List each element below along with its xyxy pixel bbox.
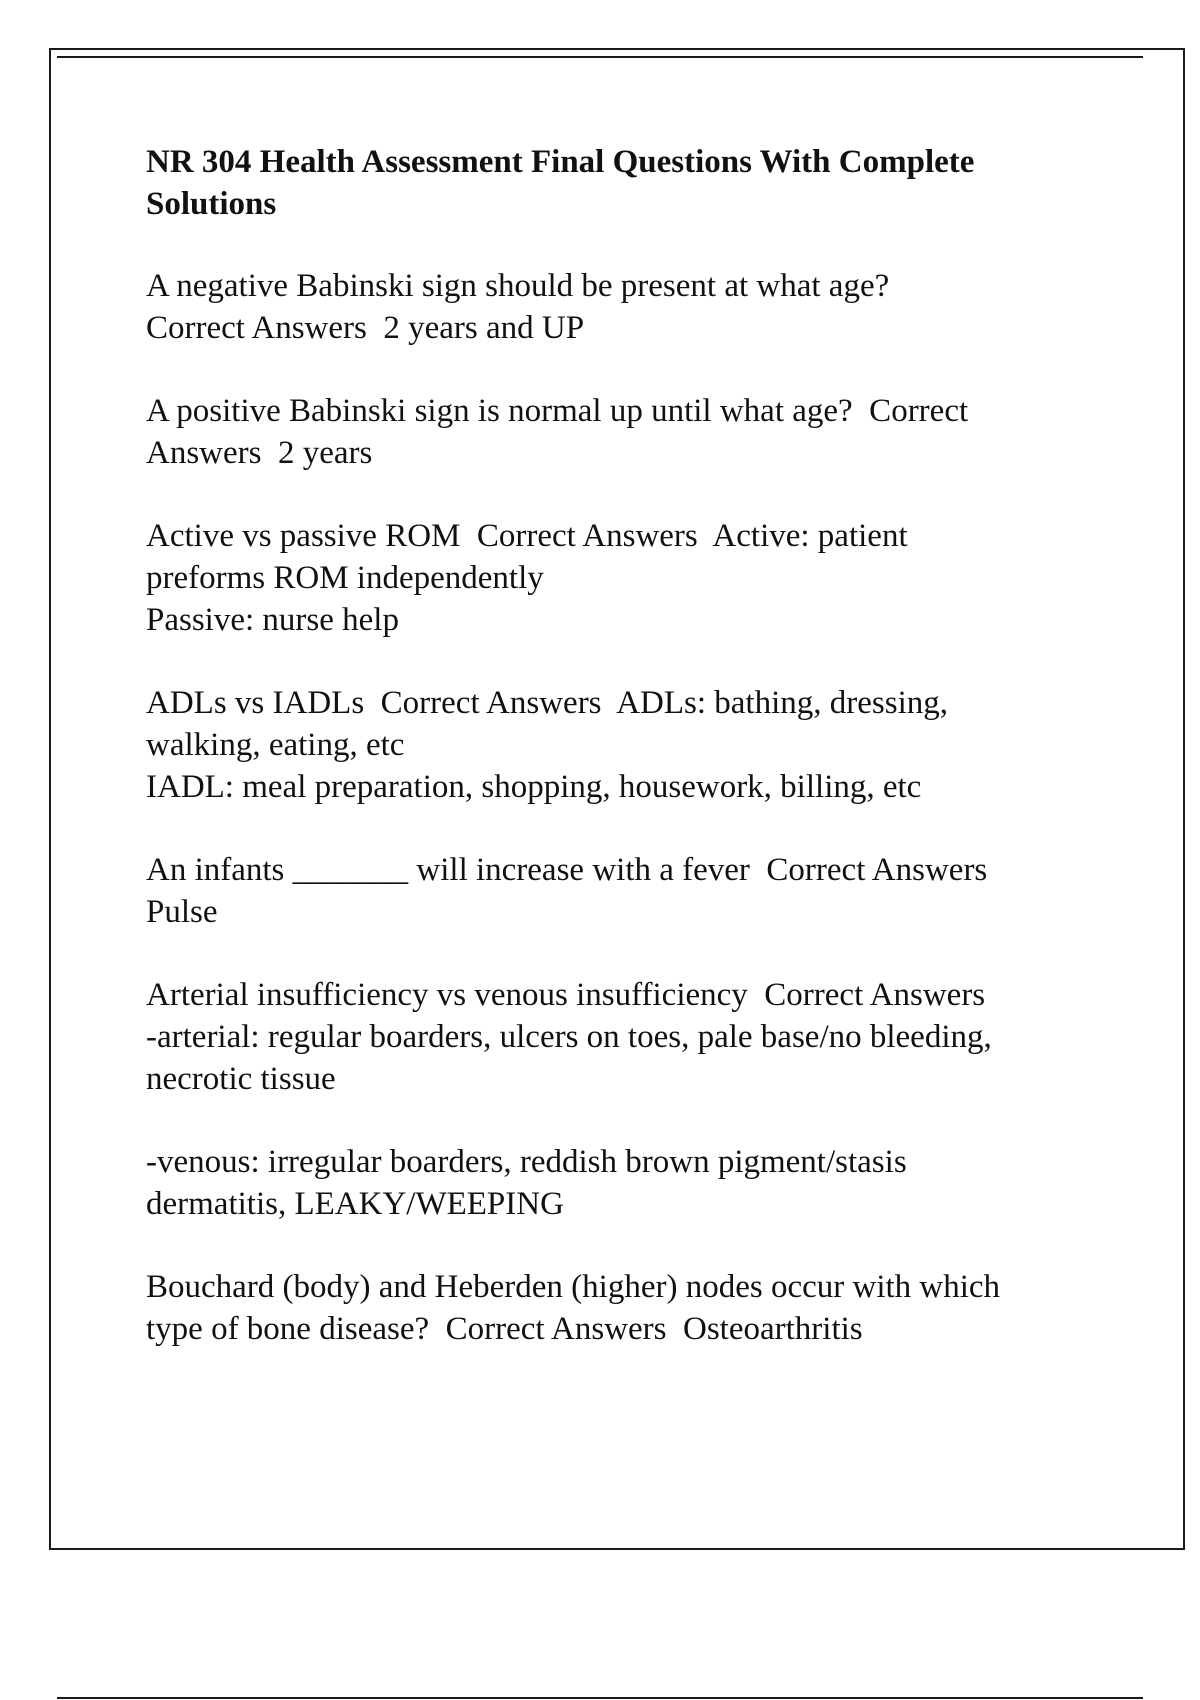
qa-line: ADLs vs IADLs Correct Answers ADLs: bathing, dressing, <box>146 685 949 721</box>
qa-line: type of bone disease? Correct Answers Osteoarthritis <box>146 1311 863 1347</box>
document-title <box>146 141 1106 225</box>
qa-line: IADL: meal preparation, shopping, housework, billing, etc <box>146 769 922 805</box>
qa-entry-nodes <box>146 1266 1106 1350</box>
next-page-rule <box>57 1697 1143 1699</box>
qa-entry-babinski-negative <box>146 265 1106 349</box>
qa-line: -arterial: regular boarders, ulcers on toes, pale base/no bleeding, <box>146 1019 992 1055</box>
qa-entry-adls <box>146 682 1106 808</box>
header-rule <box>57 56 1143 58</box>
qa-line: Bouchard (body) and Heberden (higher) nodes occur with which <box>146 1269 1001 1305</box>
qa-line: Active vs passive ROM Correct Answers Active: patient <box>146 518 908 554</box>
qa-entry-venous <box>146 1141 1106 1225</box>
qa-line: A positive Babinski sign is normal up until what age? Correct <box>146 393 969 429</box>
qa-line: Answers 2 years <box>146 435 373 471</box>
qa-line: Correct Answers 2 years and UP <box>146 310 585 346</box>
qa-line: An infants _______ will increase with a fever Correct Answers <box>146 852 988 888</box>
qa-line: necrotic tissue <box>146 1061 336 1097</box>
qa-line: Passive: nurse help <box>146 602 399 638</box>
qa-line: Pulse <box>146 894 218 930</box>
qa-line: walking, eating, etc <box>146 727 405 763</box>
qa-line: dermatitis, LEAKY/WEEPING <box>146 1186 564 1222</box>
qa-line: A negative Babinski sign should be present at what age? <box>146 268 890 304</box>
title-line: NR 304 Health Assessment Final Questions With Complete <box>146 144 975 180</box>
qa-entry-infant-fever <box>146 849 1106 933</box>
qa-line: Arterial insufficiency vs venous insufficiency Correct Answers <box>146 977 986 1013</box>
qa-line: preforms ROM independently <box>146 560 544 596</box>
qa-entry-rom <box>146 515 1106 641</box>
qa-entry-insufficiency <box>146 974 1106 1100</box>
qa-entry-babinski-positive <box>146 390 1106 474</box>
document-body <box>146 141 1106 1391</box>
title-line: Solutions <box>146 186 277 222</box>
qa-line: -venous: irregular boarders, reddish brown pigment/stasis <box>146 1144 907 1180</box>
